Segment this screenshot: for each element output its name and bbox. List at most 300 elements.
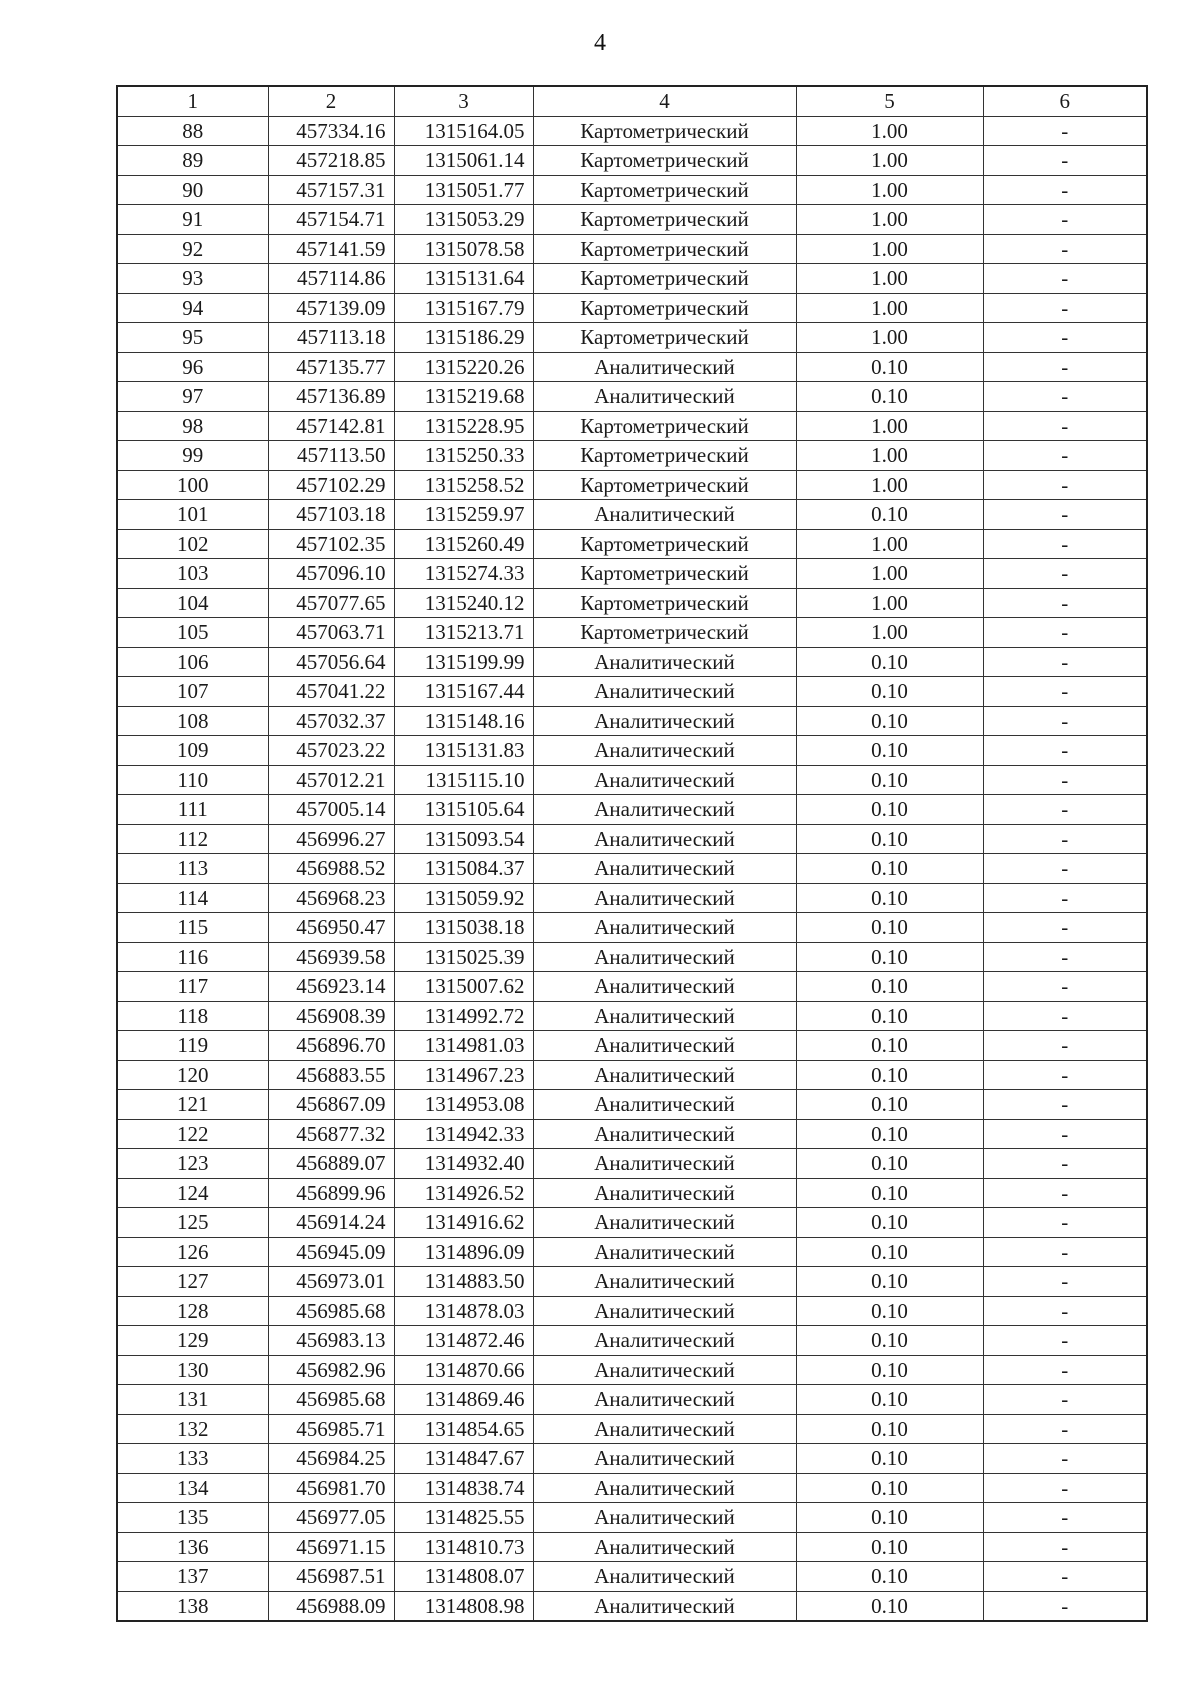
point-number-cell: 96 [117, 352, 268, 382]
x-coordinate-cell: 456939.58 [268, 942, 394, 972]
note-cell: - [983, 264, 1147, 294]
y-coordinate-cell: 1315260.49 [394, 529, 533, 559]
page-number: 4 [594, 30, 606, 56]
point-number-cell: 95 [117, 323, 268, 353]
method-cell: Аналитический [533, 1119, 796, 1149]
column-header-3: 3 [394, 86, 533, 116]
y-coordinate-cell: 1315115.10 [394, 765, 533, 795]
table-row [117, 293, 1147, 323]
note-cell: - [983, 382, 1147, 412]
accuracy-cell: 1.00 [796, 559, 983, 589]
note-cell: - [983, 1296, 1147, 1326]
point-number-cell: 105 [117, 618, 268, 648]
y-coordinate-cell: 1315007.62 [394, 972, 533, 1002]
y-coordinate-cell: 1315167.79 [394, 293, 533, 323]
y-coordinate-cell: 1314854.65 [394, 1414, 533, 1444]
table-row [117, 854, 1147, 884]
table-row [117, 1149, 1147, 1179]
point-number-cell: 135 [117, 1503, 268, 1533]
y-coordinate-cell: 1314942.33 [394, 1119, 533, 1149]
point-number-cell: 92 [117, 234, 268, 264]
x-coordinate-cell: 456877.32 [268, 1119, 394, 1149]
accuracy-cell: 1.00 [796, 264, 983, 294]
method-cell: Аналитический [533, 647, 796, 677]
y-coordinate-cell: 1315148.16 [394, 706, 533, 736]
accuracy-cell: 0.10 [796, 1001, 983, 1031]
table-row [117, 647, 1147, 677]
note-cell: - [983, 529, 1147, 559]
x-coordinate-cell: 456973.01 [268, 1267, 394, 1297]
note-cell: - [983, 500, 1147, 530]
x-coordinate-cell: 456987.51 [268, 1562, 394, 1592]
method-cell: Картометрический [533, 411, 796, 441]
column-header-4: 4 [533, 86, 796, 116]
table-row [117, 323, 1147, 353]
x-coordinate-cell: 457218.85 [268, 146, 394, 176]
coordinates-table [116, 85, 1148, 1622]
accuracy-cell: 0.10 [796, 1149, 983, 1179]
method-cell: Картометрический [533, 293, 796, 323]
table-row [117, 1562, 1147, 1592]
table-row [117, 146, 1147, 176]
x-coordinate-cell: 457056.64 [268, 647, 394, 677]
table-row [117, 1237, 1147, 1267]
accuracy-cell: 1.00 [796, 293, 983, 323]
accuracy-cell: 0.10 [796, 824, 983, 854]
accuracy-cell: 1.00 [796, 323, 983, 353]
method-cell: Картометрический [533, 529, 796, 559]
note-cell: - [983, 824, 1147, 854]
point-number-cell: 107 [117, 677, 268, 707]
note-cell: - [983, 942, 1147, 972]
x-coordinate-cell: 456985.71 [268, 1414, 394, 1444]
table-row [117, 205, 1147, 235]
table-row [117, 1060, 1147, 1090]
note-cell: - [983, 1444, 1147, 1474]
method-cell: Аналитический [533, 1296, 796, 1326]
x-coordinate-cell: 457102.35 [268, 529, 394, 559]
y-coordinate-cell: 1315038.18 [394, 913, 533, 943]
method-cell: Аналитический [533, 1031, 796, 1061]
y-coordinate-cell: 1315053.29 [394, 205, 533, 235]
accuracy-cell: 0.10 [796, 647, 983, 677]
table-row [117, 1591, 1147, 1621]
x-coordinate-cell: 457096.10 [268, 559, 394, 589]
accuracy-cell: 0.10 [796, 500, 983, 530]
note-cell: - [983, 706, 1147, 736]
note-cell: - [983, 588, 1147, 618]
note-cell: - [983, 323, 1147, 353]
method-cell: Картометрический [533, 234, 796, 264]
note-cell: - [983, 1178, 1147, 1208]
point-number-cell: 90 [117, 175, 268, 205]
accuracy-cell: 0.10 [796, 1414, 983, 1444]
y-coordinate-cell: 1314896.09 [394, 1237, 533, 1267]
method-cell: Картометрический [533, 441, 796, 471]
point-number-cell: 126 [117, 1237, 268, 1267]
column-header-1: 1 [117, 86, 268, 116]
y-coordinate-cell: 1314810.73 [394, 1532, 533, 1562]
table-header [117, 86, 1147, 116]
note-cell: - [983, 913, 1147, 943]
table-row [117, 765, 1147, 795]
accuracy-cell: 0.10 [796, 1562, 983, 1592]
note-cell: - [983, 1001, 1147, 1031]
point-number-cell: 137 [117, 1562, 268, 1592]
method-cell: Картометрический [533, 618, 796, 648]
method-cell: Картометрический [533, 175, 796, 205]
method-cell: Картометрический [533, 264, 796, 294]
accuracy-cell: 0.10 [796, 1473, 983, 1503]
x-coordinate-cell: 457113.18 [268, 323, 394, 353]
table-row [117, 1473, 1147, 1503]
point-number-cell: 130 [117, 1355, 268, 1385]
method-cell: Аналитический [533, 1060, 796, 1090]
point-number-cell: 108 [117, 706, 268, 736]
accuracy-cell: 0.10 [796, 972, 983, 1002]
point-number-cell: 114 [117, 883, 268, 913]
x-coordinate-cell: 457141.59 [268, 234, 394, 264]
method-cell: Аналитический [533, 1473, 796, 1503]
x-coordinate-cell: 456985.68 [268, 1385, 394, 1415]
accuracy-cell: 0.10 [796, 765, 983, 795]
accuracy-cell: 0.10 [796, 382, 983, 412]
y-coordinate-cell: 1315164.05 [394, 116, 533, 146]
method-cell: Аналитический [533, 1178, 796, 1208]
table-row [117, 824, 1147, 854]
point-number-cell: 106 [117, 647, 268, 677]
accuracy-cell: 0.10 [796, 677, 983, 707]
note-cell: - [983, 1060, 1147, 1090]
note-cell: - [983, 618, 1147, 648]
y-coordinate-cell: 1315084.37 [394, 854, 533, 884]
method-cell: Картометрический [533, 205, 796, 235]
point-number-cell: 123 [117, 1149, 268, 1179]
method-cell: Аналитический [533, 1503, 796, 1533]
method-cell: Аналитический [533, 883, 796, 913]
table-row [117, 913, 1147, 943]
y-coordinate-cell: 1314870.66 [394, 1355, 533, 1385]
method-cell: Аналитический [533, 1267, 796, 1297]
accuracy-cell: 0.10 [796, 1296, 983, 1326]
y-coordinate-cell: 1315051.77 [394, 175, 533, 205]
note-cell: - [983, 352, 1147, 382]
y-coordinate-cell: 1315025.39 [394, 942, 533, 972]
method-cell: Аналитический [533, 1001, 796, 1031]
x-coordinate-cell: 457063.71 [268, 618, 394, 648]
x-coordinate-cell: 457113.50 [268, 441, 394, 471]
note-cell: - [983, 234, 1147, 264]
note-cell: - [983, 647, 1147, 677]
table-row [117, 883, 1147, 913]
note-cell: - [983, 1591, 1147, 1621]
method-cell: Аналитический [533, 1090, 796, 1120]
point-number-cell: 91 [117, 205, 268, 235]
table-row [117, 942, 1147, 972]
method-cell: Картометрический [533, 146, 796, 176]
accuracy-cell: 1.00 [796, 588, 983, 618]
point-number-cell: 110 [117, 765, 268, 795]
point-number-cell: 94 [117, 293, 268, 323]
method-cell: Аналитический [533, 1237, 796, 1267]
accuracy-cell: 0.10 [796, 1208, 983, 1238]
table-row [117, 1090, 1147, 1120]
table-row [117, 618, 1147, 648]
method-cell: Картометрический [533, 470, 796, 500]
note-cell: - [983, 559, 1147, 589]
method-cell: Аналитический [533, 795, 796, 825]
table-row [117, 175, 1147, 205]
x-coordinate-cell: 456985.68 [268, 1296, 394, 1326]
y-coordinate-cell: 1314883.50 [394, 1267, 533, 1297]
y-coordinate-cell: 1314838.74 [394, 1473, 533, 1503]
method-cell: Аналитический [533, 500, 796, 530]
accuracy-cell: 1.00 [796, 529, 983, 559]
y-coordinate-cell: 1314967.23 [394, 1060, 533, 1090]
accuracy-cell: 0.10 [796, 1385, 983, 1415]
table-row [117, 382, 1147, 412]
x-coordinate-cell: 456908.39 [268, 1001, 394, 1031]
y-coordinate-cell: 1314808.07 [394, 1562, 533, 1592]
y-coordinate-cell: 1315131.83 [394, 736, 533, 766]
x-coordinate-cell: 456988.52 [268, 854, 394, 884]
note-cell: - [983, 1090, 1147, 1120]
point-number-cell: 101 [117, 500, 268, 530]
point-number-cell: 132 [117, 1414, 268, 1444]
y-coordinate-cell: 1314953.08 [394, 1090, 533, 1120]
x-coordinate-cell: 457102.29 [268, 470, 394, 500]
point-number-cell: 104 [117, 588, 268, 618]
y-coordinate-cell: 1314869.46 [394, 1385, 533, 1415]
table-row [117, 1444, 1147, 1474]
table-row [117, 1414, 1147, 1444]
accuracy-cell: 0.10 [796, 1355, 983, 1385]
y-coordinate-cell: 1315258.52 [394, 470, 533, 500]
x-coordinate-cell: 456889.07 [268, 1149, 394, 1179]
column-header-5: 5 [796, 86, 983, 116]
method-cell: Аналитический [533, 942, 796, 972]
y-coordinate-cell: 1315219.68 [394, 382, 533, 412]
method-cell: Аналитический [533, 1444, 796, 1474]
point-number-cell: 102 [117, 529, 268, 559]
note-cell: - [983, 146, 1147, 176]
point-number-cell: 134 [117, 1473, 268, 1503]
y-coordinate-cell: 1314847.67 [394, 1444, 533, 1474]
x-coordinate-cell: 456867.09 [268, 1090, 394, 1120]
point-number-cell: 138 [117, 1591, 268, 1621]
point-number-cell: 117 [117, 972, 268, 1002]
note-cell: - [983, 1149, 1147, 1179]
x-coordinate-cell: 457154.71 [268, 205, 394, 235]
column-header-6: 6 [983, 86, 1147, 116]
x-coordinate-cell: 457077.65 [268, 588, 394, 618]
table-row [117, 529, 1147, 559]
table-row [117, 234, 1147, 264]
x-coordinate-cell: 457142.81 [268, 411, 394, 441]
accuracy-cell: 1.00 [796, 116, 983, 146]
y-coordinate-cell: 1315228.95 [394, 411, 533, 441]
accuracy-cell: 0.10 [796, 854, 983, 884]
point-number-cell: 100 [117, 470, 268, 500]
y-coordinate-cell: 1315274.33 [394, 559, 533, 589]
point-number-cell: 116 [117, 942, 268, 972]
method-cell: Аналитический [533, 824, 796, 854]
point-number-cell: 89 [117, 146, 268, 176]
method-cell: Аналитический [533, 1149, 796, 1179]
table-row [117, 736, 1147, 766]
y-coordinate-cell: 1315186.29 [394, 323, 533, 353]
point-number-cell: 127 [117, 1267, 268, 1297]
accuracy-cell: 0.10 [796, 1532, 983, 1562]
table-row [117, 559, 1147, 589]
point-number-cell: 103 [117, 559, 268, 589]
x-coordinate-cell: 457041.22 [268, 677, 394, 707]
note-cell: - [983, 205, 1147, 235]
table-body [117, 116, 1147, 1621]
point-number-cell: 124 [117, 1178, 268, 1208]
note-cell: - [983, 293, 1147, 323]
y-coordinate-cell: 1315105.64 [394, 795, 533, 825]
table-row [117, 1296, 1147, 1326]
x-coordinate-cell: 457114.86 [268, 264, 394, 294]
x-coordinate-cell: 456982.96 [268, 1355, 394, 1385]
point-number-cell: 97 [117, 382, 268, 412]
accuracy-cell: 0.10 [796, 1591, 983, 1621]
point-number-cell: 122 [117, 1119, 268, 1149]
table-row [117, 352, 1147, 382]
accuracy-cell: 1.00 [796, 411, 983, 441]
accuracy-cell: 1.00 [796, 175, 983, 205]
y-coordinate-cell: 1314872.46 [394, 1326, 533, 1356]
method-cell: Аналитический [533, 765, 796, 795]
method-cell: Картометрический [533, 116, 796, 146]
accuracy-cell: 0.10 [796, 1060, 983, 1090]
accuracy-cell: 0.10 [796, 913, 983, 943]
method-cell: Аналитический [533, 1532, 796, 1562]
table-row [117, 1503, 1147, 1533]
y-coordinate-cell: 1314932.40 [394, 1149, 533, 1179]
point-number-cell: 133 [117, 1444, 268, 1474]
note-cell: - [983, 116, 1147, 146]
table-row [117, 795, 1147, 825]
accuracy-cell: 0.10 [796, 1178, 983, 1208]
point-number-cell: 125 [117, 1208, 268, 1238]
point-number-cell: 98 [117, 411, 268, 441]
note-cell: - [983, 765, 1147, 795]
table-row [117, 1355, 1147, 1385]
y-coordinate-cell: 1315199.99 [394, 647, 533, 677]
y-coordinate-cell: 1314916.62 [394, 1208, 533, 1238]
x-coordinate-cell: 457136.89 [268, 382, 394, 412]
accuracy-cell: 0.10 [796, 883, 983, 913]
method-cell: Аналитический [533, 1355, 796, 1385]
accuracy-cell: 0.10 [796, 942, 983, 972]
method-cell: Аналитический [533, 913, 796, 943]
table-row [117, 411, 1147, 441]
table-row [117, 677, 1147, 707]
y-coordinate-cell: 1315250.33 [394, 441, 533, 471]
accuracy-cell: 0.10 [796, 795, 983, 825]
table-row [117, 1385, 1147, 1415]
y-coordinate-cell: 1315167.44 [394, 677, 533, 707]
method-cell: Аналитический [533, 1385, 796, 1415]
method-cell: Аналитический [533, 736, 796, 766]
accuracy-cell: 0.10 [796, 1267, 983, 1297]
accuracy-cell: 0.10 [796, 1090, 983, 1120]
note-cell: - [983, 736, 1147, 766]
method-cell: Аналитический [533, 1326, 796, 1356]
point-number-cell: 118 [117, 1001, 268, 1031]
y-coordinate-cell: 1314825.55 [394, 1503, 533, 1533]
note-cell: - [983, 1562, 1147, 1592]
point-number-cell: 112 [117, 824, 268, 854]
point-number-cell: 131 [117, 1385, 268, 1415]
x-coordinate-cell: 456968.23 [268, 883, 394, 913]
x-coordinate-cell: 457005.14 [268, 795, 394, 825]
accuracy-cell: 1.00 [796, 205, 983, 235]
column-header-2: 2 [268, 86, 394, 116]
method-cell: Аналитический [533, 854, 796, 884]
x-coordinate-cell: 456945.09 [268, 1237, 394, 1267]
note-cell: - [983, 795, 1147, 825]
point-number-cell: 88 [117, 116, 268, 146]
table-row [117, 470, 1147, 500]
y-coordinate-cell: 1315093.54 [394, 824, 533, 854]
x-coordinate-cell: 457032.37 [268, 706, 394, 736]
note-cell: - [983, 1503, 1147, 1533]
point-number-cell: 121 [117, 1090, 268, 1120]
x-coordinate-cell: 456923.14 [268, 972, 394, 1002]
table-row [117, 1119, 1147, 1149]
note-cell: - [983, 972, 1147, 1002]
x-coordinate-cell: 456899.96 [268, 1178, 394, 1208]
y-coordinate-cell: 1314992.72 [394, 1001, 533, 1031]
point-number-cell: 129 [117, 1326, 268, 1356]
y-coordinate-cell: 1314981.03 [394, 1031, 533, 1061]
note-cell: - [983, 1473, 1147, 1503]
note-cell: - [983, 441, 1147, 471]
note-cell: - [983, 677, 1147, 707]
point-number-cell: 99 [117, 441, 268, 471]
y-coordinate-cell: 1314878.03 [394, 1296, 533, 1326]
table-row [117, 1178, 1147, 1208]
note-cell: - [983, 1326, 1147, 1356]
note-cell: - [983, 1119, 1147, 1149]
table-row [117, 1267, 1147, 1297]
accuracy-cell: 0.10 [796, 1326, 983, 1356]
table-row [117, 500, 1147, 530]
accuracy-cell: 0.10 [796, 1444, 983, 1474]
method-cell: Аналитический [533, 677, 796, 707]
table-row [117, 1532, 1147, 1562]
note-cell: - [983, 175, 1147, 205]
x-coordinate-cell: 456977.05 [268, 1503, 394, 1533]
point-number-cell: 93 [117, 264, 268, 294]
note-cell: - [983, 1385, 1147, 1415]
accuracy-cell: 0.10 [796, 736, 983, 766]
table-row [117, 1208, 1147, 1238]
table-row [117, 1001, 1147, 1031]
y-coordinate-cell: 1314926.52 [394, 1178, 533, 1208]
x-coordinate-cell: 457103.18 [268, 500, 394, 530]
point-number-cell: 136 [117, 1532, 268, 1562]
method-cell: Картометрический [533, 559, 796, 589]
table-row [117, 116, 1147, 146]
point-number-cell: 111 [117, 795, 268, 825]
x-coordinate-cell: 456896.70 [268, 1031, 394, 1061]
method-cell: Аналитический [533, 1414, 796, 1444]
y-coordinate-cell: 1315059.92 [394, 883, 533, 913]
